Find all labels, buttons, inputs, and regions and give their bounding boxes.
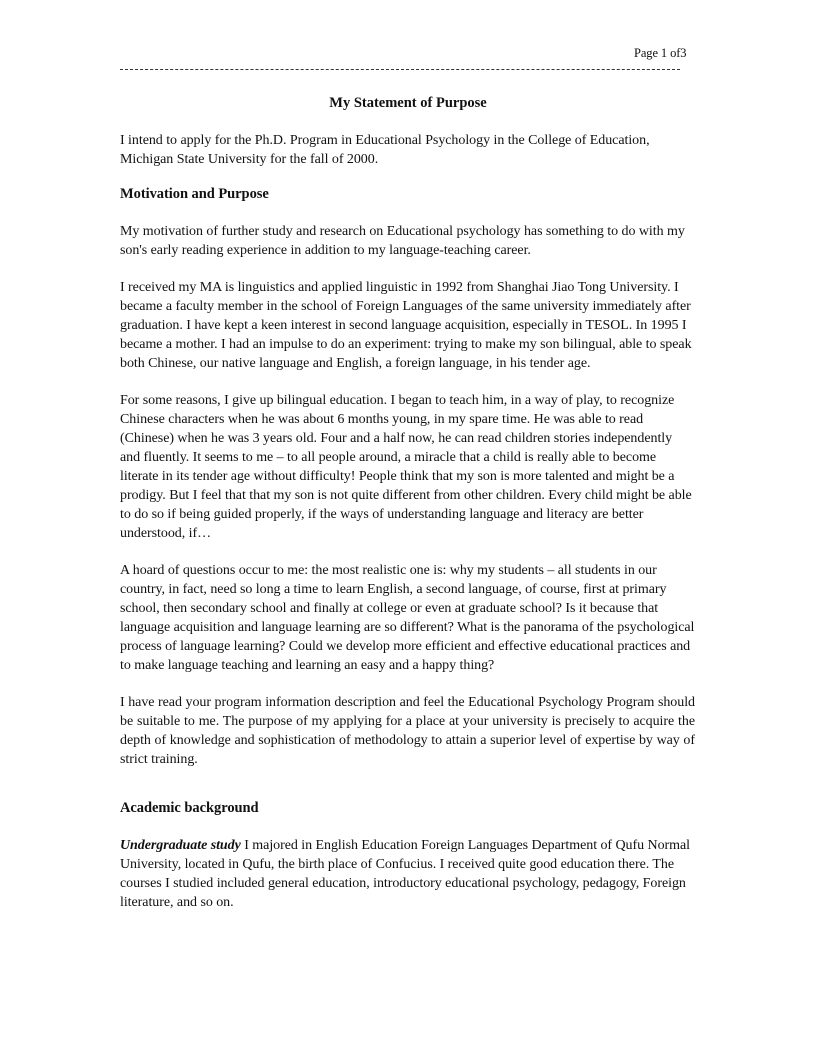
document-body	[120, 131, 695, 912]
page-number: Page 1 of3	[634, 46, 687, 60]
undergraduate-study-text: I majored in English Education Foreign Languages Department of Qufu Normal University, located in Qufu, the birth place of Confucius. I received quite good education there. The courses I studied included general education, introductory educational psychology, pedagogy, Foreign literature, and so on.	[120, 838, 690, 910]
intro-paragraph: I intend to apply for the Ph.D. Program in Educational Psychology in the College of Education, Michigan State University for the fall of 2000.	[120, 133, 650, 167]
document-title: My Statement of Purpose	[329, 95, 487, 111]
paragraph-motivation: My motivation of further study and research on Educational psychology has something to do with my son's early reading experience in addition to my language-teaching career.	[120, 224, 685, 258]
paragraph-undergraduate	[120, 836, 695, 912]
paragraph-program-purpose: I have read your program information description and feel the Educational Psychology Program should be suitable to me. The purpose of my applying for a place at your university is precisely to acquire the depth of knowledge and sophistication of methodology to attain a superior level of expertise by way of strict training.	[120, 695, 695, 767]
paragraph-son-reading: For some reasons, I give up bilingual education. I began to teach him, in a way of play, to recognize Chinese characters when he was about 6 months young, in my spare time. He was able to read (Chinese) when he was 3 years old. Four and a half now, he can read children stories independently and fluently. It seems to me – to all people around, a miracle that a child is really able to become literate in its tender age without difficulty! People think that my son is more talented and might be a prodigy. But I feel that that my son is not quite different from other children. Every child might be able to do so if being guided properly, if the ways of understanding language and literacy are better understood, if…	[120, 393, 692, 541]
section-heading-academic: Academic background	[120, 800, 259, 816]
paragraph-ma-background: I received my MA is linguistics and applied linguistic in 1992 from Shanghai Jiao Tong University. I became a faculty member in the school of Foreign Languages of the same university immediately after graduation. I have kept a keen interest in second language acquisition, especially in TESOL. In 1995 I became a mother. I had an impulse to do an experiment: trying to make my son bilingual, able to speak both Chinese, our native language and English, a foreign language, in his tender age.	[120, 280, 692, 371]
header-divider	[120, 69, 680, 70]
section-heading-motivation: Motivation and Purpose	[120, 186, 269, 202]
undergraduate-study-label: Undergraduate study	[120, 838, 241, 853]
paragraph-questions: A hoard of questions occur to me: the most realistic one is: why my students – all students in our country, in fact, need so long a time to learn English, a second language, of course, first at primary school, then secondary school and finally at college or even at graduate school? Is it because that language acquisition and language learning are so different? What is the panorama of the psychological process of language learning? Could we develop more efficient and effective educational practices and to make language teaching and learning an easy and a happy thing?	[120, 563, 695, 673]
